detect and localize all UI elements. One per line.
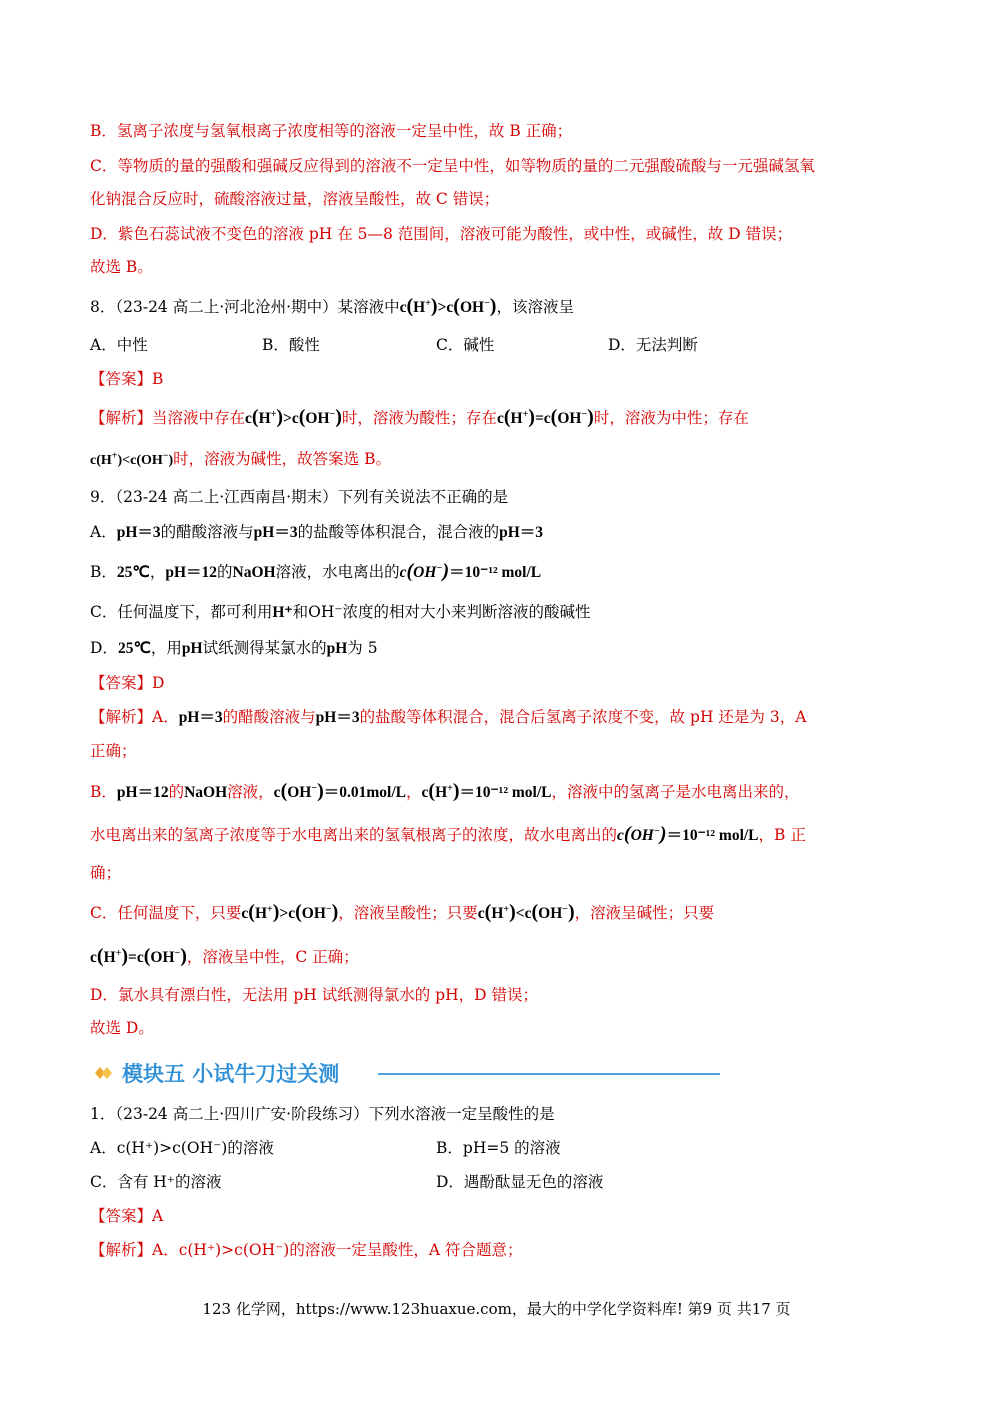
test-q1-explanation: 【解析】A．c(H⁺)>c(OH⁻)的溶液一定呈酸性，A 符合题意； <box>90 1241 523 1259</box>
q9-stem: 9．（23-24 高二上·江西南昌·期末）下列有关说法不正确的是 <box>90 488 509 506</box>
test-q1-option-c: C．含有 H⁺的溶液 <box>90 1173 222 1191</box>
test-q1-stem: 1．（23-24 高二上·四川广安·阶段练习）下列水溶液一定呈酸性的是 <box>90 1105 555 1123</box>
test-q1-option-d: D．遇酚酞显无色的溶液 <box>436 1173 604 1191</box>
page-footer: 123 化学网，https://www.123huaxue.com，最大的中学化学资料库! 第9 页 共17 页 <box>202 1300 791 1318</box>
module-divider <box>378 1073 720 1075</box>
q8-option-b: B．酸性 <box>262 336 320 354</box>
q9-answer: 【答案】D <box>90 674 165 692</box>
q9-explanation-b2: 水电离出来的氢离子浓度等于水电离出来的氢氧根离子的浓度，故水电离出的c(OH−)＝10⁻¹² mol/L，B 正 <box>90 823 806 845</box>
q8-option-a: A．中性 <box>90 336 148 354</box>
q9-option-a: A．pH＝3的醋酸溶液与pH＝3的盐酸等体积混合，混合液的pH＝3 <box>90 523 544 541</box>
q7-explanation-b: B．氢离子浓度与氢氧根离子浓度相等的溶液一定呈中性，故 B 正确； <box>90 122 573 140</box>
q7-explanation-c2: 化钠混合反应时，硫酸溶液过量，溶液呈酸性，故 C 错误； <box>90 190 500 208</box>
test-q1-option-b: B．pH=5 的溶液 <box>436 1139 561 1157</box>
q8-answer: 【答案】B <box>90 370 164 388</box>
q9-option-c: C．任何温度下，都可利用H⁺和OH⁻浓度的相对大小来判断溶液的酸碱性 <box>90 603 591 621</box>
diamond-arrow-icon <box>92 1061 116 1085</box>
q7-conclusion: 故选 B。 <box>90 258 153 276</box>
q8-option-c: C．碱性 <box>436 336 495 354</box>
q8-explanation-2: c(H+)<c(OH−)时，溶液为碱性，故答案选 B。 <box>90 450 391 468</box>
q9-explanation-d: D．氯水具有漂白性，无法用 pH 试纸测得氯水的 pH，D 错误； <box>90 986 538 1004</box>
q8-formula: c(H+)>c(OH−) <box>399 295 497 317</box>
test-q1-option-a: A．c(H⁺)>c(OH⁻)的溶液 <box>90 1139 274 1157</box>
q9-explanation-b3: 确； <box>90 864 122 882</box>
q8-explanation-1: 【解析】当溶液中存在c(H+)>c(OH−)时，溶液为酸性；存在c(H+)=c(OH−)时，溶液为中性；存在 <box>90 406 749 428</box>
test-q1-answer: 【答案】A <box>90 1207 164 1225</box>
q9-option-d: D．25℃，用pH试纸测得某氯水的pH为 5 <box>90 639 378 657</box>
q9-option-b: B．25℃，pH＝12的NaOH溶液，水电离出的c(OH−)＝10⁻¹² mol/L <box>90 560 542 582</box>
q9-explanation-a2: 正确； <box>90 742 137 760</box>
q7-explanation-c1: C．等物质的量的强酸和强碱反应得到的溶液不一定呈中性，如等物质的量的二元强酸硫酸与一元强碱氢氧 <box>90 157 815 175</box>
q9-explanation-c2: c(H+)=c(OH−)，溶液呈中性，C 正确； <box>90 945 359 967</box>
q9-conclusion: 故选 D。 <box>90 1019 154 1037</box>
module-header <box>92 1058 339 1088</box>
q9-explanation-b1: B．pH＝12的NaOH溶液，c(OH−)＝0.01mol/L，c(H+)＝10⁻¹² mol/L，溶液中的氢离子是水电离出来的， <box>90 780 800 802</box>
q7-explanation-d: D．紫色石蕊试液不变色的溶液 pH 在 5—8 范围间，溶液可能为酸性，或中性，或碱性，故 D 错误； <box>90 225 793 243</box>
q9-explanation-a: 【解析】A．pH＝3的醋酸溶液与pH＝3的盐酸等体积混合，混合后氢离子浓度不变，故 pH 还是为 3，A <box>90 708 807 726</box>
module-title: 模块五 小试牛刀过关测 <box>122 1062 340 1086</box>
q9-explanation-c1: C．任何温度下，只要c(H+)>c(OH−)，溶液呈酸性；只要c(H+)<c(OH−)，溶液呈碱性；只要 <box>90 901 715 923</box>
q8-stem: 8．（23-24 高二上·河北沧州·期中）某溶液中c(H+)>c(OH−)，该溶液呈 <box>90 295 574 317</box>
q8-option-d: D．无法判断 <box>608 336 698 354</box>
